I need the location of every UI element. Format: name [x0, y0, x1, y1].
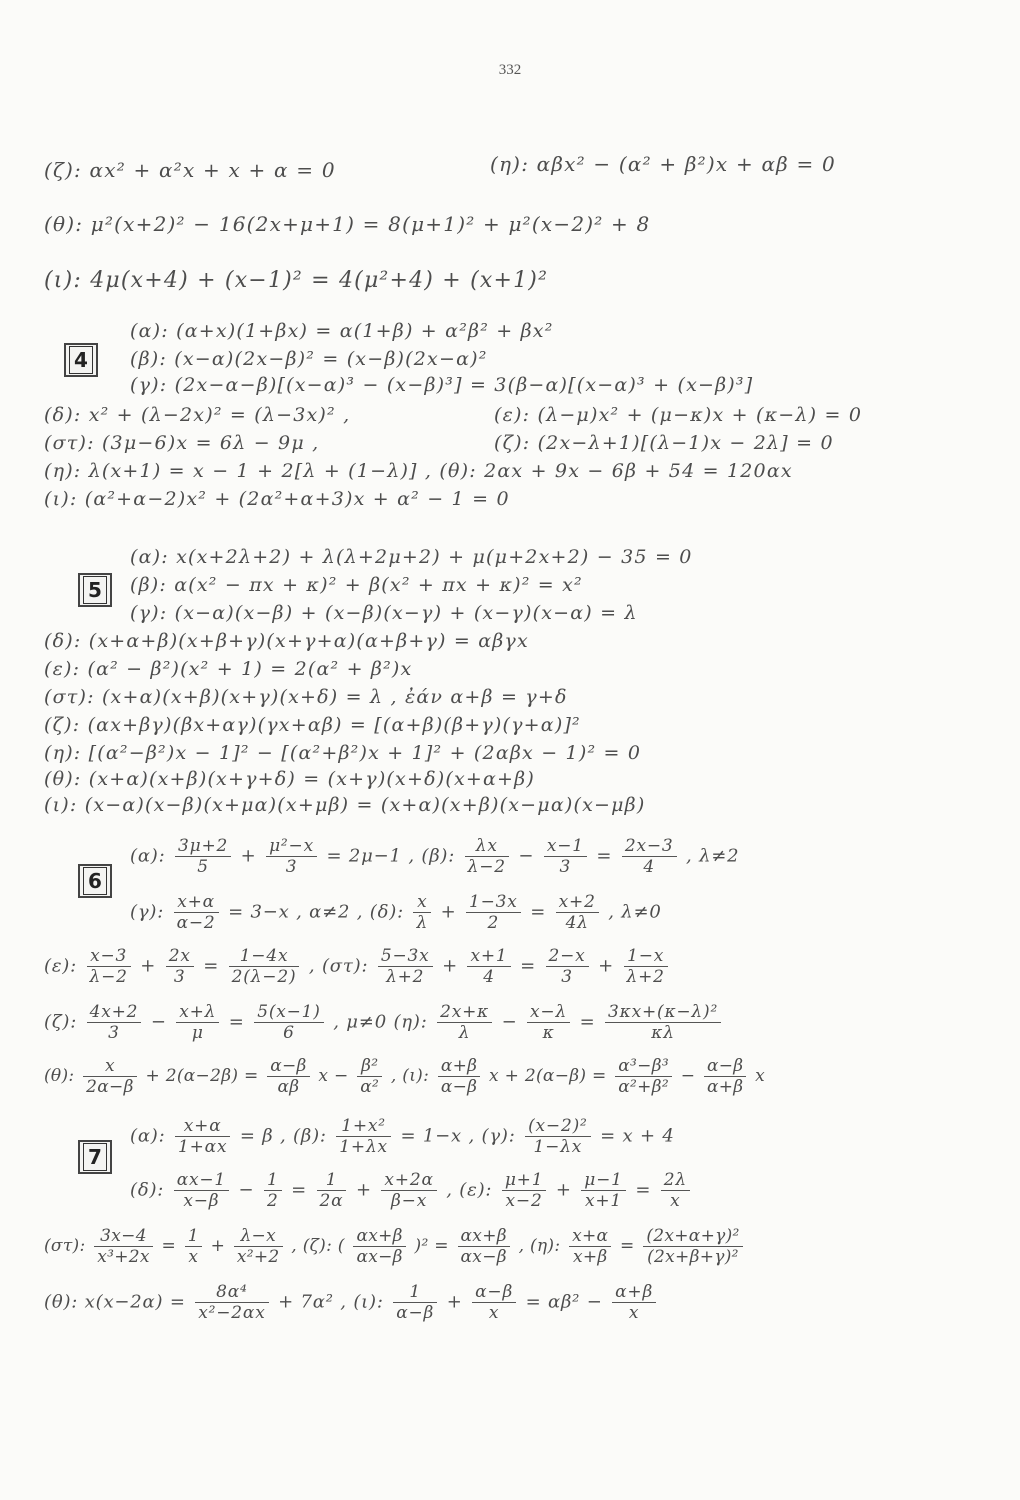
- fraction-numerator: α+β: [612, 1282, 656, 1303]
- equation-5-eta: (η): [(α²−β²)x − 1]² − [(α²+β²)x + 1]² + (2αβx − 1)² = 0: [44, 742, 642, 764]
- equation-4-stigma: (στ): (3μ−6)x = 6λ − 9μ ,: [44, 432, 320, 454]
- fraction-numerator: (x−2)²: [525, 1116, 591, 1137]
- fraction: [174, 1170, 229, 1211]
- fraction: [472, 1282, 516, 1323]
- equation-text: 5: [83, 576, 107, 604]
- equation-text: = 2μ−1 , (β):: [326, 845, 456, 867]
- equation-text: +: [210, 1236, 226, 1256]
- equation-6-row2: [130, 892, 662, 933]
- equation-text: , λ≠0: [608, 901, 662, 923]
- fraction-denominator: 3: [285, 857, 298, 877]
- equation-text: 6: [83, 867, 107, 895]
- fraction: [502, 1170, 547, 1211]
- fraction-denominator: λ+2: [386, 967, 425, 987]
- equation-text: , (ε):: [446, 1179, 493, 1201]
- fraction: [234, 1226, 283, 1267]
- fraction-numerator: (2x+α+γ)²: [643, 1226, 742, 1247]
- fraction-numerator: x+λ: [176, 1002, 219, 1023]
- fraction-numerator: α−β: [704, 1056, 746, 1077]
- fraction: [704, 1056, 746, 1097]
- equation-text: , (η):: [518, 1236, 561, 1256]
- fraction-denominator: 2: [266, 1191, 279, 1211]
- equation-text: +: [555, 1179, 572, 1201]
- fraction-denominator: κλ: [651, 1023, 675, 1043]
- equation-text: =: [579, 1011, 596, 1033]
- fraction-denominator: 2α: [319, 1191, 344, 1211]
- equation-5-gamma: (γ): (x−α)(x−β) + (x−β)(x−γ) + (x−γ)(x−α) = λ: [130, 602, 638, 624]
- fraction-denominator: 3: [108, 1023, 120, 1043]
- fraction-numerator: μ+1: [502, 1170, 547, 1191]
- equation-text: −: [680, 1066, 696, 1086]
- fraction: [525, 1116, 591, 1157]
- equation-text: x: [755, 1066, 766, 1086]
- fraction: [267, 1056, 309, 1097]
- fraction: [83, 1056, 137, 1097]
- fraction-numerator: 2x+κ: [437, 1002, 492, 1023]
- fraction-numerator: 4x+2: [87, 1002, 142, 1023]
- equation-text: +: [240, 845, 257, 867]
- equation-text: (ζ):: [44, 1011, 78, 1033]
- fraction-denominator: αx−β: [356, 1247, 403, 1267]
- fraction: [381, 1170, 436, 1211]
- equation-text: (θ): x(x−2α) =: [44, 1291, 186, 1313]
- equation-7-row4: [44, 1282, 659, 1323]
- equation-6-row5: [44, 1056, 765, 1097]
- fraction-denominator: 3: [173, 967, 186, 987]
- fraction-numerator: 5−3x: [378, 946, 433, 967]
- fraction-denominator: x−β: [183, 1191, 220, 1211]
- equation-text: , μ≠0 (η):: [333, 1011, 428, 1033]
- fraction-denominator: α−2: [176, 913, 216, 933]
- equation-text: −: [518, 845, 535, 867]
- fraction-denominator: 2: [487, 913, 500, 933]
- fraction-numerator: α+β: [438, 1056, 480, 1077]
- fraction-numerator: x+2α: [381, 1170, 436, 1191]
- equation-text: + 2(α−2β) =: [145, 1066, 259, 1086]
- fraction: [378, 946, 433, 987]
- fraction-numerator: 1: [185, 1226, 202, 1247]
- fraction-denominator: x: [188, 1247, 199, 1267]
- fraction: [87, 1002, 142, 1043]
- fraction-denominator: λ−2: [89, 967, 128, 987]
- fraction: [581, 1170, 626, 1211]
- fraction: [254, 1002, 324, 1043]
- equation-4-alpha: (α): (α+x)(1+βx) = α(1+β) + α²β² + βx²: [130, 320, 554, 342]
- fraction-numerator: 2x: [166, 946, 194, 967]
- equation-text: (στ):: [44, 1236, 86, 1256]
- equation-iota: (ι): 4μ(x+4) + (x−1)² = 4(μ²+4) + (x+1)²: [44, 268, 549, 293]
- fraction: [266, 836, 317, 877]
- fraction: [174, 892, 219, 933]
- equation-text: , λ≠2: [686, 845, 740, 867]
- fraction-numerator: αx+β: [458, 1226, 510, 1247]
- fraction: [317, 1170, 347, 1211]
- equation-4-epsilon: (ε): (λ−μ)x² + (μ−κ)x + (κ−λ) = 0: [494, 404, 863, 426]
- equation-text: (γ):: [130, 901, 165, 923]
- equation-text: +: [598, 955, 614, 977]
- fraction-numerator: λ−x: [234, 1226, 283, 1247]
- fraction: [393, 1282, 437, 1323]
- equation-text: =: [161, 1236, 177, 1256]
- fraction-numerator: α−β: [267, 1056, 309, 1077]
- section-number-5: [78, 573, 112, 607]
- equation-5-alpha: (α): x(x+2λ+2) + λ(λ+2μ+2) + μ(μ+2x+2) − 35 = 0: [130, 546, 693, 568]
- fraction-numerator: x−λ: [527, 1002, 570, 1023]
- fraction-denominator: α−β: [396, 1303, 435, 1323]
- fraction-denominator: 5: [197, 857, 209, 877]
- fraction: [413, 892, 431, 933]
- equation-text: )² =: [414, 1236, 449, 1256]
- fraction-numerator: x: [83, 1056, 137, 1077]
- equation-text: , (ζ): (: [291, 1236, 345, 1256]
- fraction: [569, 1226, 611, 1267]
- equation-text: =: [291, 1179, 308, 1201]
- fraction: [467, 946, 510, 987]
- equation-4-delta: (δ): x² + (λ−2x)² = (λ−3x)² ,: [44, 404, 351, 426]
- fraction: [175, 836, 231, 877]
- fraction-denominator: αβ: [277, 1077, 300, 1097]
- equation-text: 7: [83, 1143, 107, 1171]
- equation-text: +: [355, 1179, 372, 1201]
- fraction: [166, 946, 194, 987]
- equation-text: −: [501, 1011, 518, 1033]
- fraction-denominator: λ: [416, 913, 429, 933]
- fraction-numerator: 1−x: [624, 946, 668, 967]
- fraction: [466, 892, 521, 933]
- fraction-numerator: 1−4x: [229, 946, 300, 967]
- section-number-4: [64, 343, 98, 377]
- fraction-denominator: λ+2: [626, 967, 665, 987]
- fraction-denominator: x+1: [585, 1191, 623, 1211]
- fraction-numerator: β²: [357, 1056, 382, 1077]
- fraction-denominator: β−x: [391, 1191, 428, 1211]
- fraction: [527, 1002, 570, 1043]
- section-number-6: [78, 864, 112, 898]
- fraction-denominator: x: [488, 1303, 500, 1323]
- fraction-numerator: x−3: [87, 946, 131, 967]
- equation-5-delta: (δ): (x+α+β)(x+β+γ)(x+γ+α)(α+β+γ) = αβγx: [44, 630, 529, 652]
- fraction: [615, 1056, 672, 1097]
- equation-6-row1: [130, 836, 739, 877]
- fraction-denominator: α²+β²: [618, 1077, 669, 1097]
- page-number: 332: [498, 62, 522, 78]
- equation-5-stigma: (στ): (x+α)(x+β)(x+γ)(x+δ) = λ , ἐάν α+β = γ+δ: [44, 686, 568, 708]
- fraction: [437, 1002, 492, 1043]
- fraction: [185, 1226, 202, 1267]
- equation-text: + 7α² , (ι):: [278, 1291, 384, 1313]
- equation-text: (ε):: [44, 955, 77, 977]
- equation-text: = αβ² −: [525, 1291, 603, 1313]
- fraction: [175, 1116, 230, 1157]
- fraction: [458, 1226, 510, 1267]
- equation-text: +: [446, 1291, 463, 1313]
- fraction-numerator: x−1: [544, 836, 587, 857]
- fraction: [195, 1282, 268, 1323]
- fraction-numerator: 8α⁴: [195, 1282, 268, 1303]
- fraction-numerator: 2x−3: [622, 836, 677, 857]
- fraction-denominator: x²−2αx: [198, 1303, 266, 1323]
- fraction: [544, 836, 587, 877]
- fraction-numerator: αx+β: [353, 1226, 405, 1247]
- equation-text: (θ):: [44, 1066, 75, 1086]
- fraction-denominator: 3: [561, 967, 573, 987]
- equation-text: 4: [69, 346, 93, 374]
- fraction-denominator: α²: [360, 1077, 380, 1097]
- equation-text: =: [620, 1236, 635, 1256]
- equation-eta: (η): αβx² − (α² + β²)x + αβ = 0: [490, 152, 836, 176]
- equation-5-zeta: (ζ): (αx+βγ)(βx+αγ)(γx+αβ) = [(α+β)(β+γ)(γ+α)]²: [44, 714, 581, 736]
- equation-text: =: [530, 901, 547, 923]
- equation-text: = 3−x , α≠2 , (δ):: [228, 901, 404, 923]
- equation-zeta: (ζ): αx² + α²x + x + α = 0: [44, 158, 336, 182]
- equation-text: (α):: [130, 845, 166, 867]
- equation-text: , (στ):: [308, 955, 369, 977]
- fraction-numerator: 1: [393, 1282, 437, 1303]
- fraction-denominator: 4: [643, 857, 655, 877]
- fraction-numerator: α³−β³: [615, 1056, 672, 1077]
- fraction: [353, 1226, 405, 1267]
- fraction: [336, 1116, 391, 1157]
- equation-5-epsilon: (ε): (α² − β²)(x² + 1) = 2(α² + β²)x: [44, 658, 413, 680]
- fraction-numerator: λx: [465, 836, 509, 857]
- equation-text: =: [203, 955, 220, 977]
- equation-5-theta: (θ): (x+α)(x+β)(x+γ+δ) = (x+γ)(x+δ)(x+α+β): [44, 768, 535, 790]
- equation-7-row3: [44, 1226, 746, 1267]
- fraction-numerator: x+α: [569, 1226, 611, 1247]
- fraction-numerator: 2−x: [546, 946, 589, 967]
- equation-text: +: [442, 955, 458, 977]
- equation-6-row3: [44, 946, 671, 987]
- fraction-denominator: 4λ: [565, 913, 589, 933]
- fraction: [605, 1002, 721, 1043]
- equation-text: =: [228, 1011, 245, 1033]
- fraction-numerator: 1: [264, 1170, 282, 1191]
- fraction: [465, 836, 509, 877]
- equation-4-gamma: (γ): (2x−α−β)[(x−α)³ − (x−β)³] = 3(β−α)[(x−α)³ + (x−β)³]: [130, 374, 754, 396]
- fraction-denominator: x−2: [505, 1191, 543, 1211]
- fraction-denominator: 2α−β: [86, 1077, 134, 1097]
- fraction-numerator: x+α: [174, 892, 219, 913]
- fraction-denominator: x: [628, 1303, 640, 1323]
- fraction-denominator: x²+2: [236, 1247, 280, 1267]
- fraction: [264, 1170, 282, 1211]
- fraction-numerator: 3κx+(κ−λ)²: [605, 1002, 721, 1023]
- fraction-numerator: 3μ+2: [175, 836, 231, 857]
- fraction-numerator: αx−1: [174, 1170, 229, 1191]
- fraction-numerator: 1−3x: [466, 892, 521, 913]
- fraction: [556, 892, 599, 933]
- fraction-numerator: x+1: [467, 946, 510, 967]
- fraction-denominator: 4: [483, 967, 495, 987]
- fraction-denominator: λ−2: [467, 857, 506, 877]
- fraction-denominator: x³+2x: [97, 1247, 150, 1267]
- fraction: [438, 1056, 480, 1097]
- fraction-denominator: 1−λx: [533, 1137, 583, 1157]
- fraction-denominator: λ: [458, 1023, 471, 1043]
- fraction-denominator: x: [670, 1191, 681, 1211]
- fraction: [87, 946, 131, 987]
- equation-text: = β , (β):: [239, 1125, 327, 1147]
- fraction-numerator: 1+x²: [336, 1116, 391, 1137]
- equation-text: x + 2(α−β) =: [489, 1066, 607, 1086]
- equation-text: +: [440, 901, 457, 923]
- equation-text: =: [596, 845, 613, 867]
- fraction-denominator: α+β: [706, 1077, 744, 1097]
- fraction: [176, 1002, 219, 1043]
- fraction-numerator: 5(x−1): [254, 1002, 324, 1023]
- fraction: [661, 1170, 690, 1211]
- fraction: [357, 1056, 382, 1097]
- fraction-numerator: x+α: [175, 1116, 230, 1137]
- equation-text: +: [140, 955, 157, 977]
- fraction: [622, 836, 677, 877]
- fraction: [94, 1226, 153, 1267]
- fraction: [612, 1282, 656, 1323]
- equation-text: (δ):: [130, 1179, 165, 1201]
- equation-4-eta-theta: (η): λ(x+1) = x − 1 + 2[λ + (1−λ)] , (θ): 2αx + 9x − 6β + 54 = 120αx: [44, 460, 793, 482]
- fraction: [229, 946, 300, 987]
- fraction-numerator: 2λ: [661, 1170, 690, 1191]
- fraction-numerator: 3x−4: [94, 1226, 153, 1247]
- equation-text: x −: [318, 1066, 349, 1086]
- equation-text: = 1−x , (γ):: [400, 1125, 516, 1147]
- equation-6-row4: [44, 1002, 724, 1043]
- fraction-denominator: 3: [559, 857, 572, 877]
- fraction-denominator: 6: [283, 1023, 295, 1043]
- equation-text: −: [150, 1011, 167, 1033]
- fraction: [546, 946, 589, 987]
- fraction-numerator: 1: [317, 1170, 347, 1191]
- equation-5-beta: (β): α(x² − πx + κ)² + β(x² + πx + κ)² = x²: [130, 574, 583, 596]
- fraction-numerator: μ−1: [581, 1170, 626, 1191]
- equation-7-row1: [130, 1116, 675, 1157]
- equation-7-row2: [130, 1170, 693, 1211]
- fraction-denominator: 1+λx: [339, 1137, 388, 1157]
- equation-text: =: [520, 955, 536, 977]
- equation-text: (α):: [130, 1125, 166, 1147]
- fraction: [624, 946, 668, 987]
- equation-text: =: [635, 1179, 652, 1201]
- fraction-denominator: μ: [191, 1023, 204, 1043]
- fraction-numerator: x+2: [556, 892, 599, 913]
- equation-text: −: [238, 1179, 255, 1201]
- equation-5-iota: (ι): (x−α)(x−β)(x+μα)(x+μβ) = (x+α)(x+β)(x−μα)(x−μβ): [44, 794, 646, 816]
- fraction-denominator: 2(λ−2): [231, 967, 297, 987]
- equation-text: = x + 4: [600, 1125, 675, 1147]
- equation-text: , (ι):: [390, 1066, 430, 1086]
- section-number-7: [78, 1140, 112, 1174]
- fraction-numerator: x: [413, 892, 431, 913]
- fraction-denominator: (2x+β+γ)²: [647, 1247, 739, 1267]
- fraction-denominator: 1+αx: [178, 1137, 228, 1157]
- fraction: [643, 1226, 742, 1267]
- fraction-denominator: α−β: [440, 1077, 478, 1097]
- fraction-numerator: α−β: [472, 1282, 516, 1303]
- fraction-denominator: x+β: [572, 1247, 608, 1267]
- equation-4-beta: (β): (x−α)(2x−β)² = (x−β)(2x−α)²: [130, 348, 488, 370]
- fraction-denominator: αx−β: [460, 1247, 507, 1267]
- equation-4-iota: (ι): (α²+α−2)x² + (2α²+α+3)x + α² − 1 = 0: [44, 488, 510, 510]
- fraction-numerator: μ²−x: [266, 836, 317, 857]
- fraction-denominator: κ: [542, 1023, 555, 1043]
- equation-4-zeta: (ζ): (2x−λ+1)[(λ−1)x − 2λ] = 0: [494, 432, 834, 454]
- equation-theta: (θ): μ²(x+2)² − 16(2x+μ+1) = 8(μ+1)² + μ²(x−2)² + 8: [44, 212, 651, 236]
